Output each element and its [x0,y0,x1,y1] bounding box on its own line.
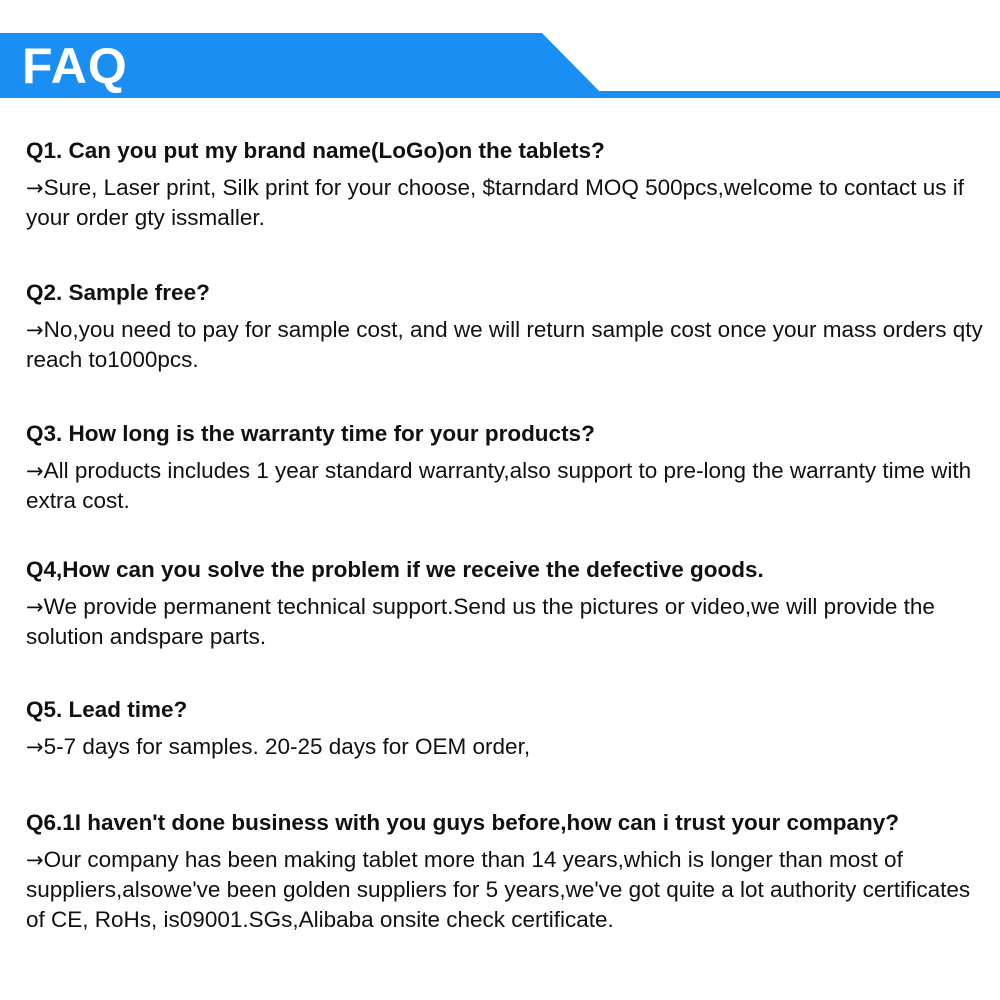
faq-answer [26,845,986,935]
faq-answer-text: Our company has been making tablet more than 14 years,which is longer than most of suppliers,alsowe've been golden suppliers for 5 years,we've got quite a lot authority certificates of CE, RoHs, is09001.SGs,Alibaba onsite check certificate. [26,847,971,932]
banner-shape [0,0,1000,110]
faq-item-q4 [26,555,986,652]
faq-item-q2 [26,278,986,375]
faq-question: Q1. Can you put my brand name(LoGo)on the tablets? [26,138,605,163]
faq-answer [26,592,986,652]
arrow-right-icon: → [26,735,44,759]
faq-question: Q6.1I haven't done business with you guys before,how can i trust your company? [26,810,900,835]
arrow-right-icon: → [26,595,44,619]
faq-answer-text: No,you need to pay for sample cost, and we will return sample cost once your mass orders qty reach to1000pcs. [26,317,983,372]
banner-underline [0,91,1000,98]
faq-answer [26,456,986,516]
faq-answer-text: 5-7 days for samples. 20-25 days for OEM order, [43,734,531,759]
faq-item-q5 [26,695,986,762]
faq-answer-text: Sure, Laser print, Silk print for your choose, $tarndard MOQ 500pcs,welcome to contact us if your order gty issmaller. [26,175,965,230]
faq-question: Q4,How can you solve the problem if we receive the defective goods. [26,557,764,582]
faq-answer [26,315,986,375]
faq-item-q6 [26,808,986,935]
page-title: FAQ [22,38,128,94]
faq-answer [26,732,986,762]
arrow-right-icon: → [26,318,44,342]
faq-answer [26,173,986,233]
faq-banner [0,0,1000,110]
faq-question: Q5. Lead time? [26,697,188,722]
faq-answer-text: All products includes 1 year standard warranty,also support to pre-long the warranty time with extra cost. [26,458,972,513]
faq-question: Q3. How long is the warranty time for your products? [26,421,595,446]
arrow-right-icon: → [26,176,44,200]
faq-item-q3 [26,419,986,516]
faq-question: Q2. Sample free? [26,280,210,305]
arrow-right-icon: → [26,459,44,483]
faq-answer-text: We provide permanent technical support.Send us the pictures or video,we will provide the solution andspare parts. [26,594,935,649]
faq-item-q1 [26,136,986,233]
arrow-right-icon: → [26,848,44,872]
